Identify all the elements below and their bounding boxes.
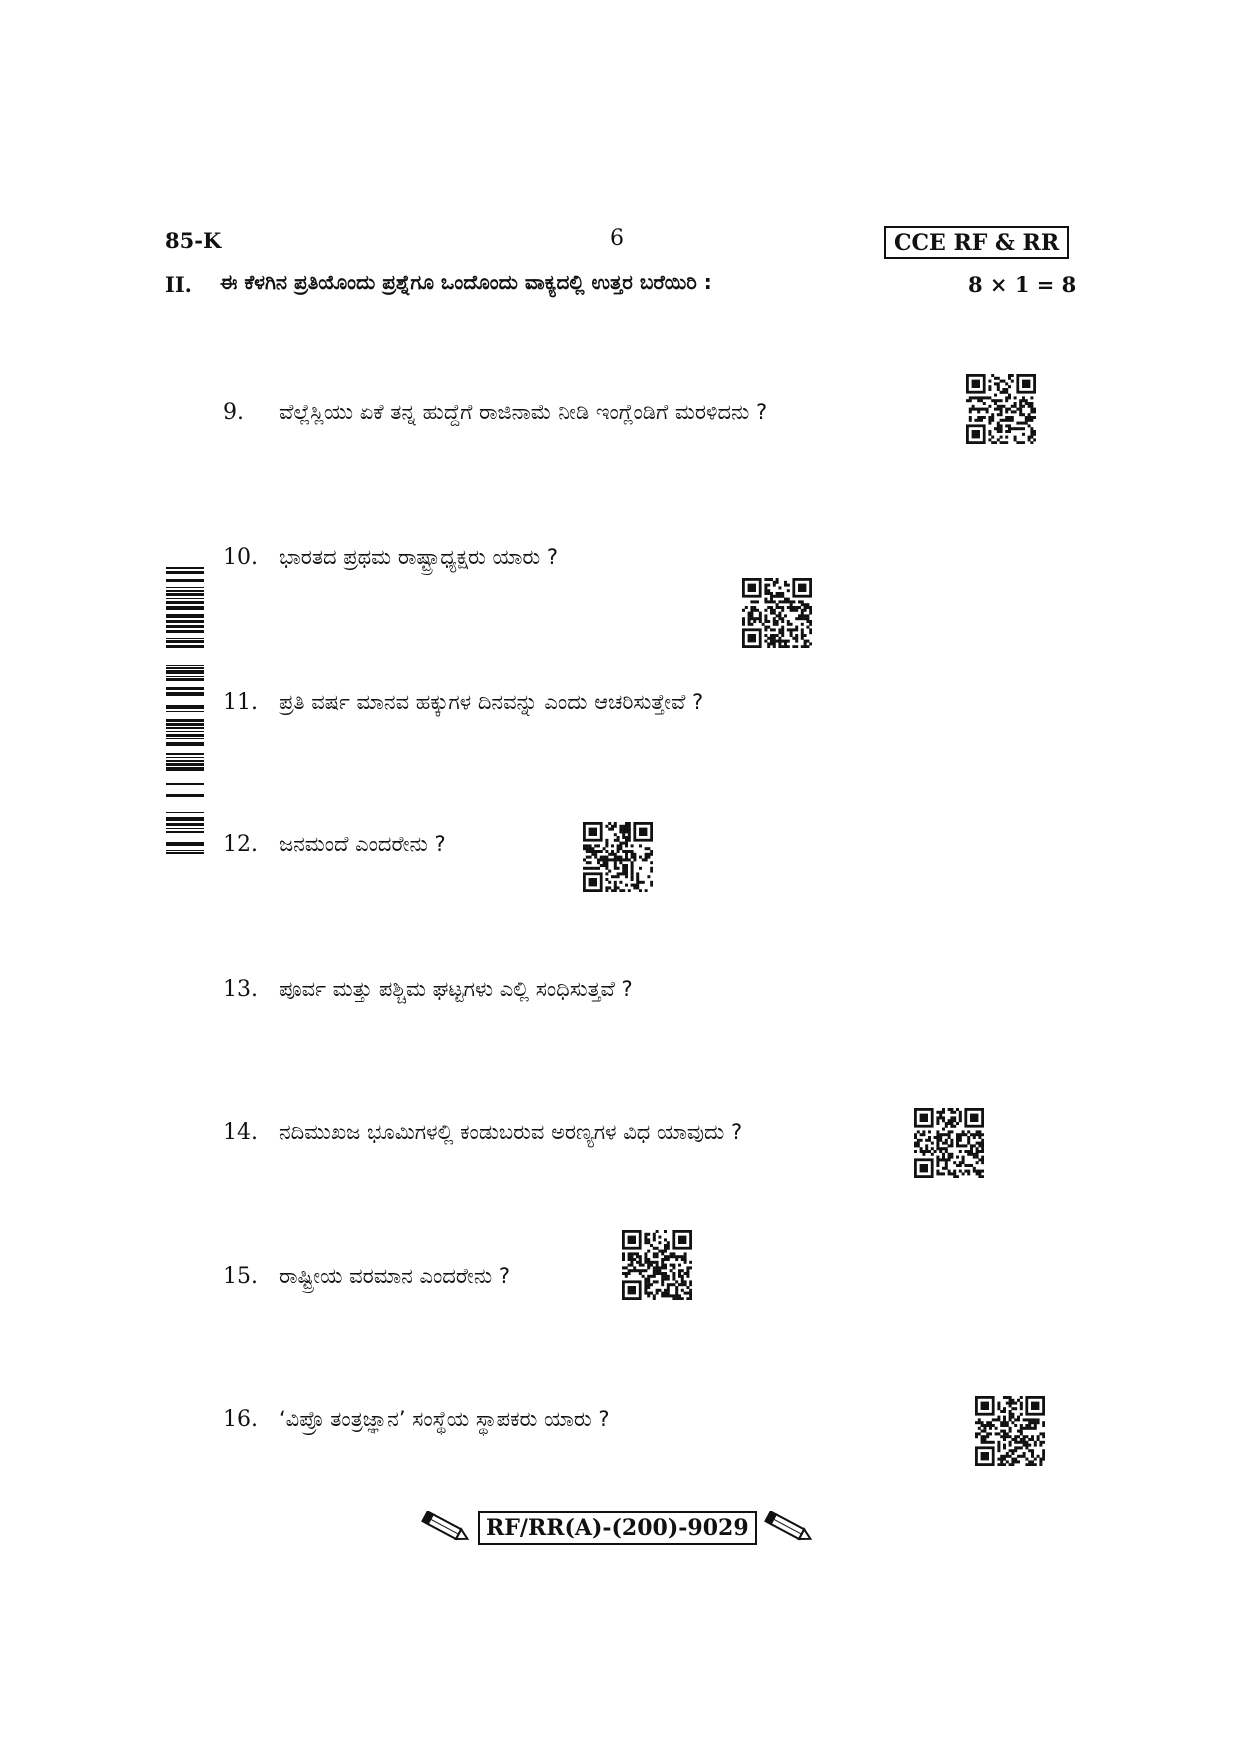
- pencil-icon: [763, 1511, 815, 1545]
- question-text: ಭಾರತದ ಪ್ರಥಮ ರಾಷ್ಟ್ರಾಧ್ಯಕ್ಷರು ಯಾರು ?: [279, 545, 559, 569]
- question-text: ಜನಮಂದೆ ಎಂದರೇನು ?: [279, 832, 446, 856]
- section-instruction: ಈ ಕೆಳಗಿನ ಪ್ರತಿಯೊಂದು ಪ್ರಶ್ನೆಗೂ ಒಂದೊಂದು ವಾಕ್ಯದಲ್ಲಿ ಉತ್ತರ ಬರೆಯಿರಿ :: [220, 270, 712, 294]
- qr-code-icon: [966, 374, 1036, 444]
- question-number: 9.: [223, 400, 244, 425]
- question-15: [223, 1264, 510, 1289]
- qr-code-icon: [914, 1108, 984, 1178]
- question-16: [223, 1407, 610, 1432]
- question-text: ವೆಲ್ಲೆಸ್ಲಿಯು ಏಕೆ ತನ್ನ ಹುದ್ದೆಗೆ ರಾಜಿನಾಮೆ ನೀಡಿ ಇಂಗ್ಲೆಂಡಿಗೆ ಮರಳಿದನು ?: [279, 400, 768, 424]
- question-text: ಪ್ರತಿ ವರ್ಷ ಮಾನವ ಹಕ್ಕುಗಳ ದಿನವನ್ನು ಎಂದು ಆಚರಿಸುತ್ತೇವೆ ?: [279, 690, 704, 714]
- question-text: ರಾಷ್ಟ್ರೀಯ ವರಮಾನ ಎಂದರೇನು ?: [279, 1264, 511, 1288]
- question-text: ನದಿಮುಖಜ ಭೂಮಿಗಳಲ್ಲಿ ಕಂಡುಬರುವ ಅರಣ್ಯಗಳ ವಿಧ ಯಾವುದು ?: [279, 1120, 743, 1144]
- qr-code-icon: [622, 1230, 692, 1300]
- section-marks: 8 × 1 = 8: [968, 272, 1077, 297]
- paper-code: 85-K: [165, 228, 222, 253]
- question-text: ‘ವಿಪ್ರೊ ತಂತ್ರಜ್ಞಾನ’ ಸಂಸ್ಥೆಯ ಸ್ಥಾಪಕರು ಯಾರು ?: [279, 1407, 610, 1431]
- footer: [420, 1508, 815, 1548]
- section-number: II.: [165, 272, 192, 297]
- question-number: 14.: [223, 1120, 258, 1145]
- question-12: [223, 832, 446, 857]
- question-number: 10.: [223, 545, 258, 570]
- question-9: [223, 400, 767, 425]
- footer-code: RF/RR(A)-(200)-9029: [478, 1511, 757, 1545]
- question-number: 16.: [223, 1407, 258, 1432]
- question-text: ಪೂರ್ವ ಮತ್ತು ಪಶ್ಚಿಮ ಘಟ್ಟಗಳು ಎಲ್ಲಿ ಸಂಧಿಸುತ್ತವೆ ?: [279, 977, 633, 1001]
- question-number: 15.: [223, 1264, 258, 1289]
- question-13: [223, 977, 633, 1002]
- question-10: [223, 545, 558, 570]
- page-number: 6: [610, 226, 624, 251]
- pencil-icon: [420, 1511, 472, 1545]
- exam-badge: CCE RF & RR: [884, 226, 1069, 259]
- barcode-icon: [166, 565, 204, 855]
- question-11: [223, 690, 703, 715]
- question-number: 11.: [223, 690, 258, 715]
- question-number: 13.: [223, 977, 258, 1002]
- qr-code-icon: [583, 822, 653, 892]
- question-number: 12.: [223, 832, 258, 857]
- qr-code-icon: [975, 1396, 1045, 1466]
- question-14: [223, 1120, 742, 1145]
- qr-code-icon: [742, 578, 812, 648]
